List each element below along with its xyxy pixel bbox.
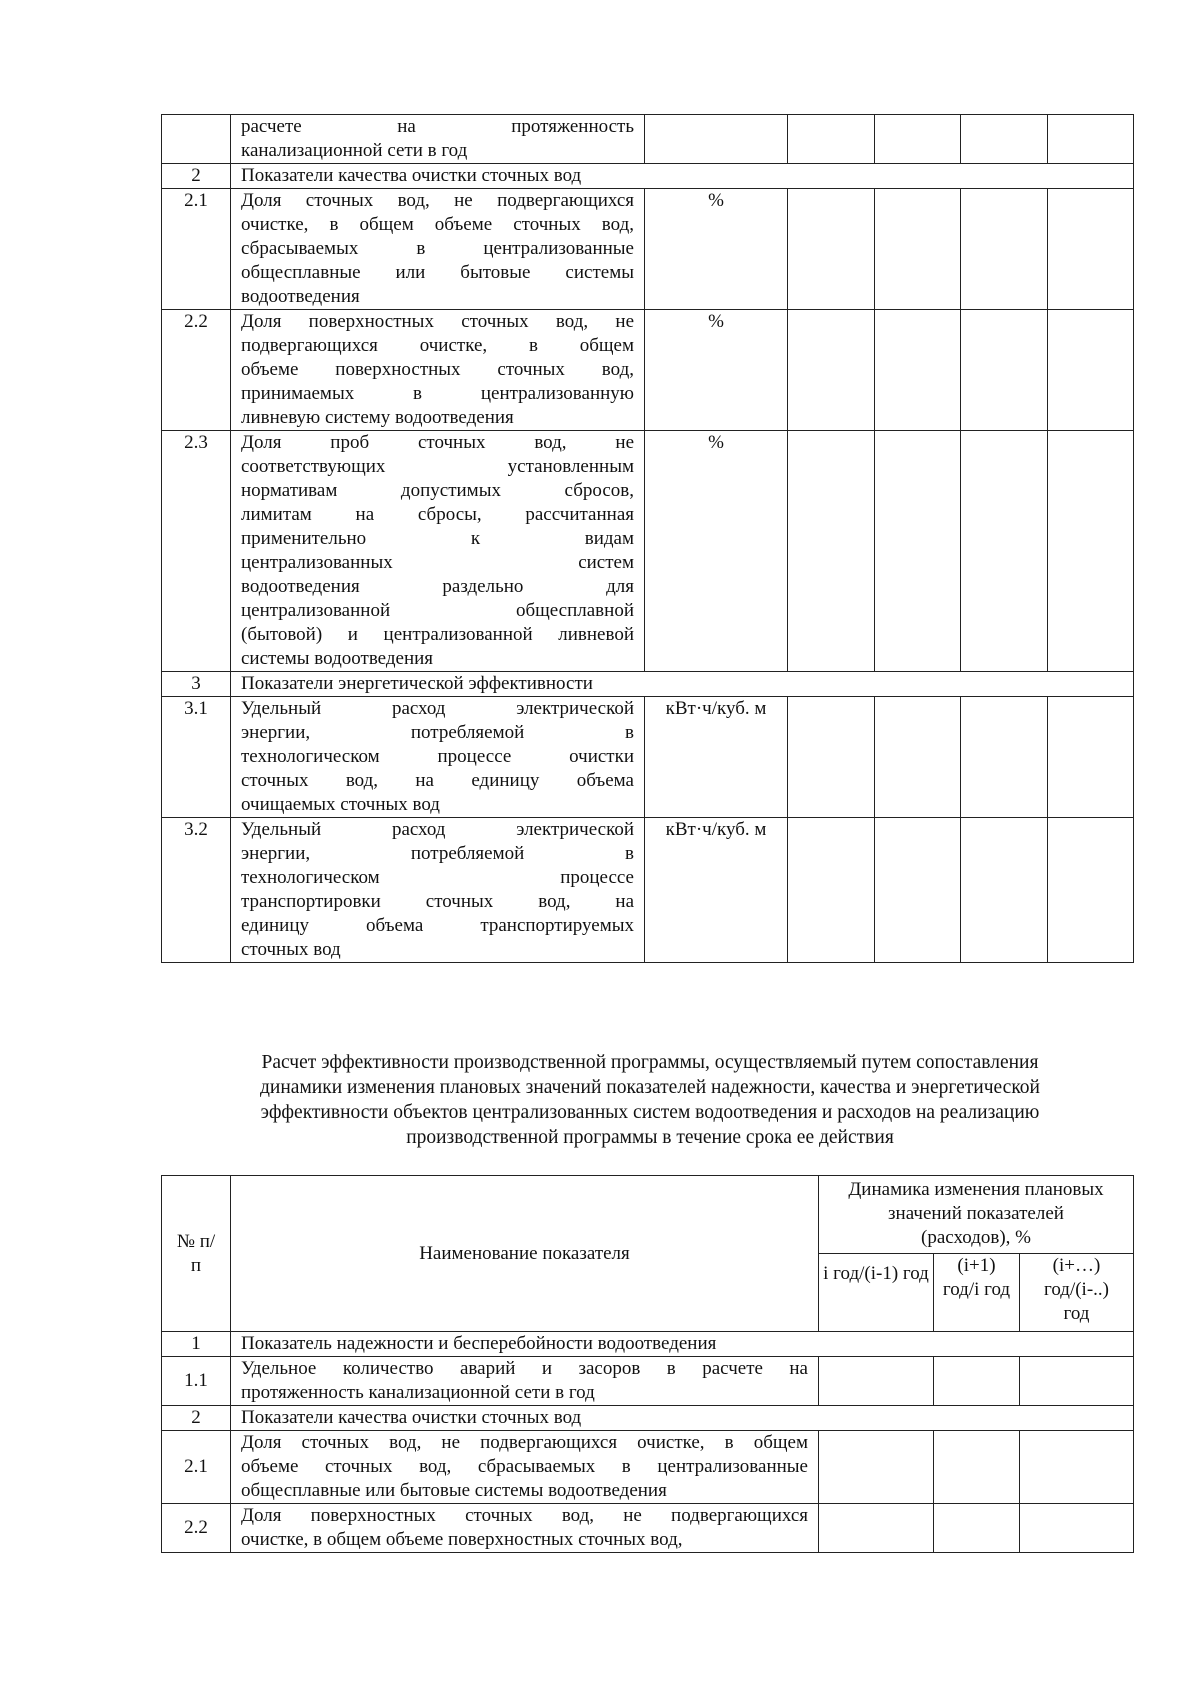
value-cell (1048, 115, 1134, 164)
header-num (162, 1176, 231, 1332)
value-cell (1020, 1504, 1134, 1553)
indicator-name-line: подвергающихся очистке, в общем (241, 335, 634, 356)
value-cell (788, 310, 875, 431)
row-number: 2.3 (162, 431, 231, 672)
row-number: 3.2 (162, 818, 231, 963)
value-cell (961, 431, 1048, 672)
indicator-name (231, 310, 645, 431)
indicator-name-line: сточных вод (241, 939, 341, 960)
value-cell (875, 818, 961, 963)
table-row (162, 310, 1134, 431)
value-cell (875, 431, 961, 672)
value-cell (961, 697, 1048, 818)
unit-cell: % (645, 431, 788, 672)
indicator-name (231, 818, 645, 963)
indicator-name (231, 697, 645, 818)
unit-cell: кВт·ч/куб. м (645, 818, 788, 963)
table-row (162, 697, 1134, 818)
header-col3-text: (i+…) год/(i-..) год (1044, 1255, 1109, 1324)
section-title (231, 1406, 1134, 1431)
indicator-name-line: расчете на протяженность (241, 116, 634, 137)
indicator-name-line: единицу объема транспортируемых (241, 915, 634, 936)
indicator-name-line: принимаемых в централизованную (241, 383, 634, 404)
indicator-name-line: транспортировки сточных вод, на (241, 891, 634, 912)
header-col1 (819, 1254, 934, 1332)
value-cell (1048, 189, 1134, 310)
unit-cell: кВт·ч/куб. м (645, 697, 788, 818)
indicator-name-line: очищаемых сточных вод (241, 794, 440, 815)
header-col3 (1020, 1254, 1134, 1332)
value-cell (961, 189, 1048, 310)
indicator-name-line: сточных вод, на единицу объема (241, 770, 634, 791)
indicator-name-line: энергии, потребляемой в (241, 843, 634, 864)
indicator-name-line: канализационной сети в год (241, 140, 468, 161)
row-number: 1 (162, 1332, 231, 1357)
header-col2-text: (i+1) год/i год (942, 1255, 1011, 1300)
indicator-name-line: Показатели энергетической эффективности (241, 673, 593, 694)
row-number: 2.1 (162, 189, 231, 310)
indicator-name-line: Удельный расход электрической (241, 819, 634, 840)
indicator-name-line: общесплавные или бытовые системы водоотведения (241, 1480, 667, 1501)
row-number: 3.1 (162, 697, 231, 818)
indicator-name (231, 115, 645, 164)
value-cell (875, 697, 961, 818)
indicator-name-line: водоотведения раздельно для (241, 576, 634, 597)
indicator-name-line: ливневую систему водоотведения (241, 407, 514, 428)
section-heading (180, 1050, 1120, 1150)
table-row (162, 1504, 1134, 1553)
header-num-text: № п/п (176, 1230, 216, 1276)
section-title (231, 672, 1134, 697)
value-cell (1020, 1431, 1134, 1504)
unit-cell (645, 115, 788, 164)
indicator-name-line: Показатель надежности и бесперебойности водоотведения (241, 1333, 717, 1354)
heading-line: динамики изменения плановых значений показателей надежности, качества и энергетической (260, 1077, 1040, 1098)
efficiency-table (161, 1175, 1134, 1553)
indicator-name-line: нормативам допустимых сбросов, (241, 480, 634, 501)
heading-line: производственной программы в течение срока ее действия (406, 1127, 894, 1148)
indicator-name-line: объеме сточных вод, сбрасываемых в централизованные (241, 1456, 808, 1477)
value-cell (788, 697, 875, 818)
row-number: 2.2 (162, 1504, 231, 1553)
value-cell (934, 1431, 1020, 1504)
table-row (162, 115, 1134, 164)
indicator-name-line: очистке, в общем объеме поверхностных сточных вод, (241, 1529, 683, 1550)
indicator-name (231, 1504, 819, 1553)
indicator-name-line: (бытовой) и централизованной ливневой (241, 624, 634, 645)
table-row (162, 164, 1134, 189)
table-row (162, 1431, 1134, 1504)
indicator-name-line: централизованных систем (241, 552, 634, 573)
value-cell (1048, 431, 1134, 672)
value-cell (961, 115, 1048, 164)
value-cell (934, 1357, 1020, 1406)
header-name-text: Наименование показателя (419, 1242, 630, 1264)
value-cell (1048, 697, 1134, 818)
value-cell (1048, 310, 1134, 431)
indicator-name (231, 189, 645, 310)
indicator-name-line: системы водоотведения (241, 648, 434, 669)
header-col1-text: i год/(i-1) год (823, 1263, 929, 1284)
row-number: 3 (162, 672, 231, 697)
row-number (162, 115, 231, 164)
row-number: 2.1 (162, 1431, 231, 1504)
indicator-name-line: Доля поверхностных сточных вод, не подвергающихся (241, 1505, 808, 1526)
value-cell (788, 115, 875, 164)
indicator-name-line: очистке, в общем объеме сточных вод, (241, 214, 634, 235)
indicator-name-line: применительно к видам (241, 528, 634, 549)
unit-cell: % (645, 310, 788, 431)
value-cell (788, 431, 875, 672)
header-dynamics-text: Динамика изменения плановых значений показателей (расходов), % (848, 1179, 1104, 1248)
table-row (162, 431, 1134, 672)
row-number: 1.1 (162, 1357, 231, 1406)
value-cell (819, 1357, 934, 1406)
value-cell (961, 818, 1048, 963)
value-cell (961, 310, 1048, 431)
indicator-name-line: водоотведения (241, 286, 360, 307)
section-title (231, 164, 1134, 189)
indicator-name-line: объеме поверхностных сточных вод, (241, 359, 634, 380)
section-title (231, 1332, 1134, 1357)
indicator-name-line: сбрасываемых в централизованные (241, 238, 634, 259)
table-row (162, 1332, 1134, 1357)
indicator-name-line: технологическом процессе очистки (241, 746, 634, 767)
row-number: 2.2 (162, 310, 231, 431)
indicator-name-line: соответствующих установленным (241, 456, 634, 477)
value-cell (788, 189, 875, 310)
indicator-name-line: Доля проб сточных вод, не (241, 432, 634, 453)
indicator-name-line: Доля сточных вод, не подвергающихся очистке, в общем (241, 1432, 808, 1453)
indicator-name-line: Удельное количество аварий и засоров в расчете на (241, 1358, 808, 1379)
table-row (162, 1406, 1134, 1431)
indicator-name (231, 431, 645, 672)
heading-line: Расчет эффективности производственной программы, осуществляемый путем сопоставления (261, 1052, 1039, 1073)
indicator-name-line: энергии, потребляемой в (241, 722, 634, 743)
indicator-name-line: Удельный расход электрической (241, 698, 634, 719)
header-col2 (934, 1254, 1020, 1332)
row-number: 2 (162, 1406, 231, 1431)
value-cell (934, 1504, 1020, 1553)
indicator-name-line: Доля сточных вод, не подвергающихся (241, 190, 634, 211)
indicator-name (231, 1431, 819, 1504)
value-cell (875, 189, 961, 310)
header-dynamics (819, 1176, 1134, 1254)
indicator-name-line: протяженность канализационной сети в год (241, 1382, 595, 1403)
unit-cell: % (645, 189, 788, 310)
value-cell (1048, 818, 1134, 963)
value-cell (819, 1504, 934, 1553)
indicator-name (231, 1357, 819, 1406)
table-row (162, 189, 1134, 310)
value-cell (788, 818, 875, 963)
table-row (162, 672, 1134, 697)
indicator-name-line: централизованной общесплавной (241, 600, 634, 621)
row-number: 2 (162, 164, 231, 189)
value-cell (875, 310, 961, 431)
indicators-table-continued (161, 114, 1134, 963)
table-row (162, 1357, 1134, 1406)
value-cell (875, 115, 961, 164)
heading-line: эффективности объектов централизованных систем водоотведения и расходов на реализацию (260, 1102, 1040, 1123)
indicator-name-line: лимитам на сбросы, рассчитанная (241, 504, 634, 525)
indicator-name-line: общесплавные или бытовые системы (241, 262, 634, 283)
indicator-name-line: технологическом процессе (241, 867, 634, 888)
value-cell (1020, 1357, 1134, 1406)
indicator-name-line: Доля поверхностных сточных вод, не (241, 311, 634, 332)
indicator-name-line: Показатели качества очистки сточных вод (241, 165, 582, 186)
indicator-name-line: Показатели качества очистки сточных вод (241, 1407, 582, 1428)
value-cell (819, 1431, 934, 1504)
table-row (162, 818, 1134, 963)
header-name (231, 1176, 819, 1332)
